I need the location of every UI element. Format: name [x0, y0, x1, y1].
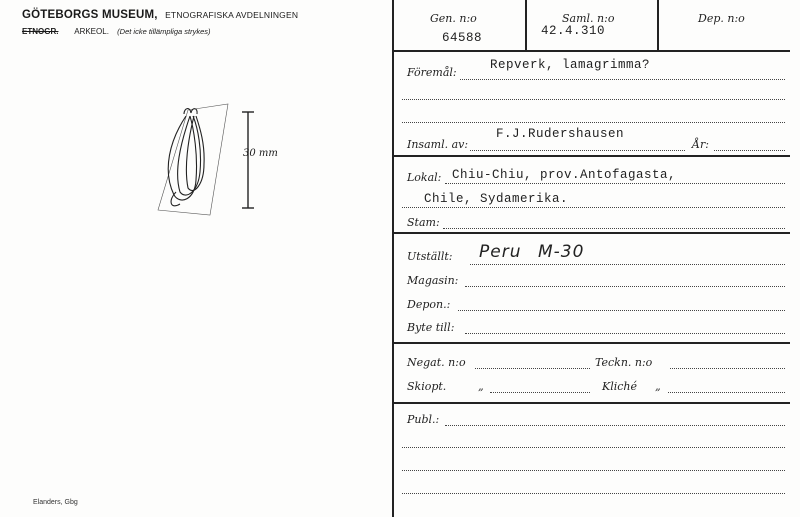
negat-line	[475, 368, 590, 369]
utstallt-value-1: Peru	[479, 242, 522, 262]
ar-line	[714, 150, 785, 151]
stam-line	[443, 228, 785, 229]
foremal-line-3	[402, 122, 785, 123]
object-sketch	[140, 100, 320, 225]
foremal-value: Repverk, lamagrimma?	[490, 58, 651, 72]
magasin-line	[465, 286, 785, 287]
printer-mark: Elanders, Gbg	[33, 499, 78, 506]
header-sep-2	[657, 0, 659, 50]
utstallt-value-2: M-30	[538, 242, 585, 262]
strike-note: (Det icke tillämpliga strykes)	[117, 27, 211, 36]
foremal-label: Föremål:	[407, 66, 457, 79]
stam-label: Stam:	[407, 216, 440, 229]
lokal-line-1	[445, 183, 785, 184]
header-sep-1	[525, 0, 527, 50]
rule-1	[393, 50, 790, 52]
lokal-label: Lokal:	[407, 171, 442, 184]
insaml-value: F.J.Rudershausen	[496, 127, 625, 141]
gen-label: Gen. n:o	[430, 12, 477, 25]
rule-2	[393, 155, 790, 157]
teckn-label: Teckn. n:o	[595, 356, 653, 369]
teckn-line	[670, 368, 785, 369]
depon-label: Depon.:	[407, 298, 451, 311]
form-divider	[392, 0, 394, 517]
lokal-value-2: Chile, Sydamerika.	[424, 192, 569, 206]
saml-value: 42.4.310	[541, 24, 606, 38]
scale-label: 30 mm	[243, 148, 278, 159]
skiopt-line	[490, 392, 590, 393]
insaml-line	[470, 150, 685, 151]
publ-line-4	[402, 493, 785, 494]
foremal-line-2	[402, 99, 785, 100]
ar-label: År:	[692, 138, 709, 151]
saml-label: Saml. n:o	[562, 12, 615, 25]
kliche-ditto: „	[655, 380, 661, 393]
arkeol-label: ARKEOL.	[74, 27, 109, 36]
department-name: ETNOGRAFISKA AVDELNINGEN	[165, 10, 299, 20]
skiopt-label: Skiopt.	[407, 380, 447, 393]
foremal-line	[460, 79, 785, 80]
byte-line	[465, 333, 785, 334]
lokal-value-1: Chiu-Chiu, prov.Antofagasta,	[452, 168, 677, 182]
kliche-label: Kliché	[602, 380, 638, 393]
rule-5	[393, 402, 790, 404]
lokal-line-2	[402, 207, 785, 208]
rule-4	[393, 342, 790, 344]
magasin-label: Magasin:	[407, 274, 459, 287]
byte-label: Byte till:	[407, 321, 455, 334]
depon-line	[458, 310, 785, 311]
rule-3	[393, 232, 790, 234]
publ-line-3	[402, 470, 785, 471]
publ-label: Publ.:	[407, 413, 440, 426]
skiopt-ditto: „	[478, 380, 484, 393]
kliche-line	[668, 392, 785, 393]
etnogr-struck: ETNOGR.	[22, 27, 59, 36]
section-line	[22, 27, 211, 36]
insaml-label: Insaml. av:	[407, 138, 469, 151]
museum-heading	[22, 9, 298, 21]
utstallt-line	[470, 264, 785, 265]
publ-line-1	[445, 425, 785, 426]
museum-name: GÖTEBORGS MUSEUM,	[22, 9, 158, 21]
dep-label: Dep. n:o	[698, 12, 745, 25]
utstallt-label: Utställt:	[407, 250, 453, 263]
gen-value: 64588	[442, 31, 483, 45]
negat-label: Negat. n:o	[407, 356, 466, 369]
publ-line-2	[402, 447, 785, 448]
